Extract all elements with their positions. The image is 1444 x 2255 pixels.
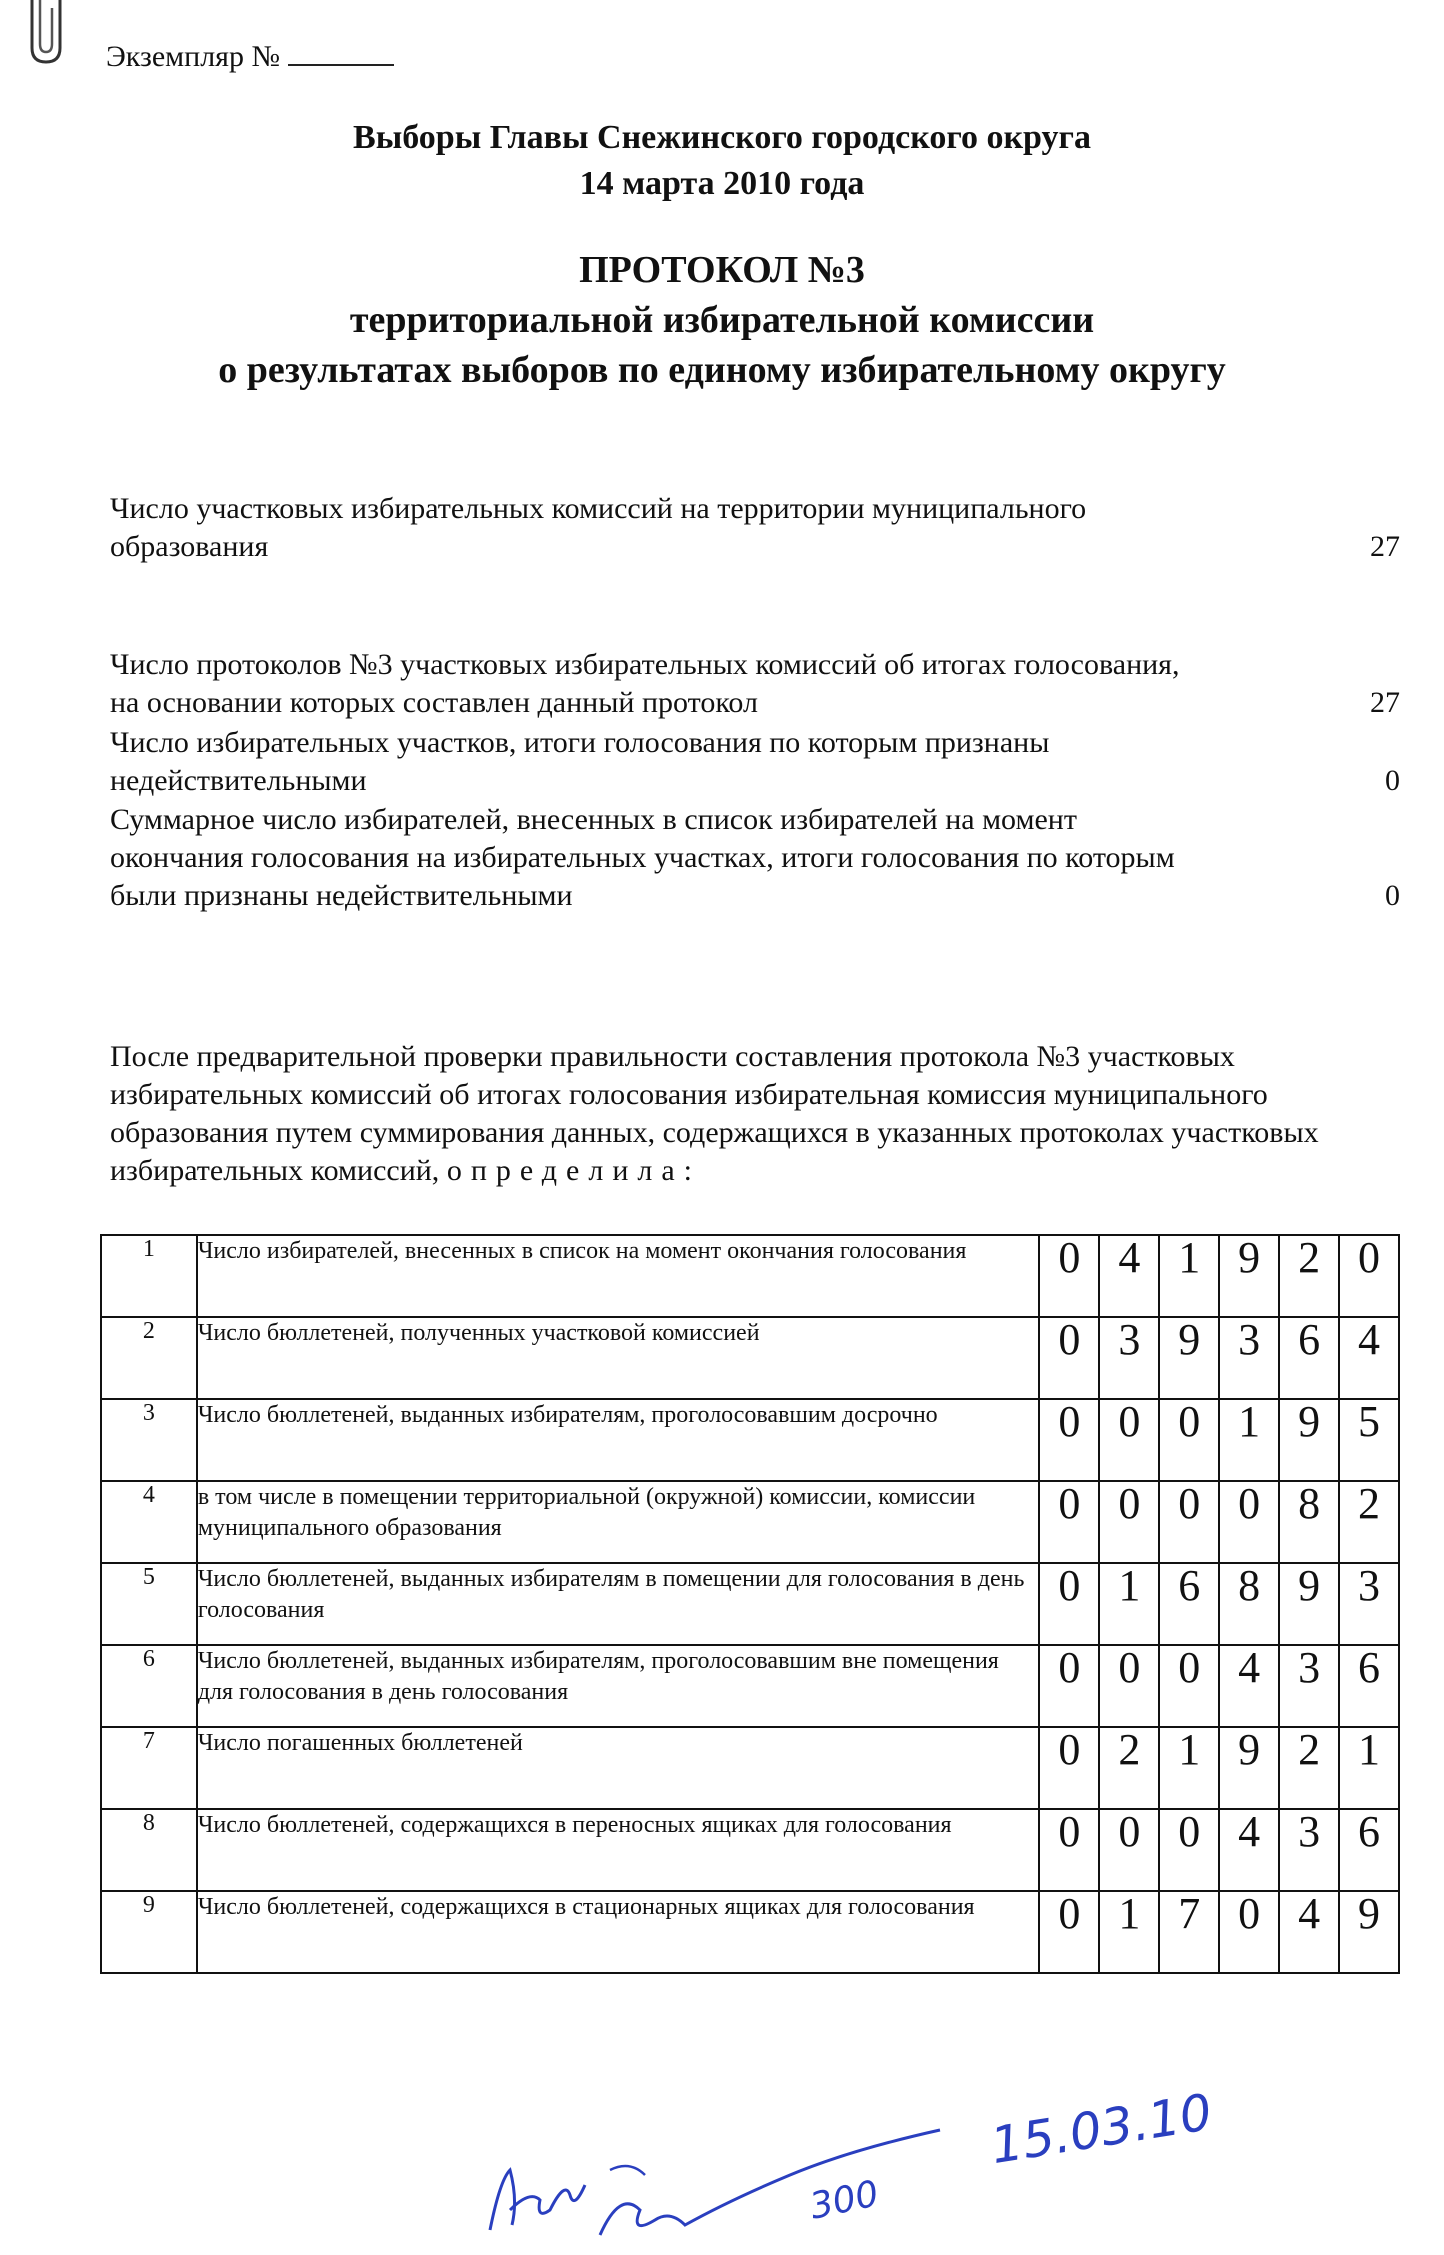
stat-text: окончания голосования на избирательных участках, итоги голосования по которым bbox=[110, 841, 1175, 874]
table-row bbox=[101, 1563, 1399, 1645]
row-digit: 1 bbox=[1099, 1563, 1159, 1645]
row-digit: 1 bbox=[1159, 1235, 1219, 1317]
row-digit: 9 bbox=[1219, 1727, 1279, 1809]
stat-text: на основании которых составлен данный протокол bbox=[110, 686, 758, 719]
row-number: 2 bbox=[101, 1317, 197, 1399]
row-digit: 0 bbox=[1099, 1399, 1159, 1481]
row-digit: 2 bbox=[1279, 1727, 1339, 1809]
table-row bbox=[101, 1481, 1399, 1563]
row-digit: 6 bbox=[1279, 1317, 1339, 1399]
row-digit: 9 bbox=[1159, 1317, 1219, 1399]
stat-text: Суммарное число избирателей, внесенных в список избирателей на момент bbox=[110, 803, 1077, 836]
row-label: Число бюллетеней, полученных участковой комиссией bbox=[197, 1317, 1040, 1399]
protocol-title: ПРОТОКОЛ №3 bbox=[579, 249, 865, 291]
row-digit: 0 bbox=[1099, 1645, 1159, 1727]
stat-commissions bbox=[110, 490, 1400, 566]
signature-scribble-icon bbox=[470, 2060, 970, 2250]
row-digit: 0 bbox=[1039, 1317, 1099, 1399]
row-digit: 1 bbox=[1219, 1399, 1279, 1481]
results-table bbox=[100, 1234, 1400, 1974]
row-digit: 0 bbox=[1039, 1809, 1099, 1891]
row-digit: 3 bbox=[1099, 1317, 1159, 1399]
table-row bbox=[101, 1809, 1399, 1891]
row-digit: 3 bbox=[1279, 1645, 1339, 1727]
row-digit: 0 bbox=[1039, 1481, 1099, 1563]
row-number: 5 bbox=[101, 1563, 197, 1645]
row-digit: 0 bbox=[1039, 1235, 1099, 1317]
row-label: Число бюллетеней, содержащихся в стационарных ящиках для голосования bbox=[197, 1891, 1040, 1973]
table-row bbox=[101, 1317, 1399, 1399]
row-digit: 0 bbox=[1039, 1645, 1099, 1727]
row-digit: 0 bbox=[1159, 1481, 1219, 1563]
row-digit: 0 bbox=[1219, 1891, 1279, 1973]
stat-invalid-precincts bbox=[110, 724, 1400, 800]
row-label: в том числе в помещении территориальной (окружной) комиссии, комиссии муниципального образования bbox=[197, 1481, 1040, 1563]
row-digit: 0 bbox=[1159, 1645, 1219, 1727]
row-digit: 9 bbox=[1279, 1563, 1339, 1645]
table-row bbox=[101, 1399, 1399, 1481]
paperclip-icon bbox=[14, 0, 74, 70]
row-digit: 8 bbox=[1219, 1563, 1279, 1645]
row-digit: 9 bbox=[1279, 1399, 1339, 1481]
row-digit: 4 bbox=[1339, 1317, 1399, 1399]
row-digit: 0 bbox=[1159, 1809, 1219, 1891]
row-digit: 4 bbox=[1279, 1891, 1339, 1973]
row-digit: 1 bbox=[1099, 1891, 1159, 1973]
row-label: Число бюллетеней, содержащихся в переносных ящиках для голосования bbox=[197, 1809, 1040, 1891]
row-digit: 0 bbox=[1099, 1809, 1159, 1891]
row-digit: 7 bbox=[1159, 1891, 1219, 1973]
copy-number bbox=[106, 38, 394, 74]
row-digit: 2 bbox=[1099, 1727, 1159, 1809]
stat-text: Число протоколов №3 участковых избирательных комиссий об итогах голосования, bbox=[110, 648, 1180, 681]
row-number: 4 bbox=[101, 1481, 197, 1563]
row-digit: 0 bbox=[1039, 1727, 1099, 1809]
row-number: 9 bbox=[101, 1891, 197, 1973]
handwritten-code: 300 bbox=[806, 2173, 883, 2228]
row-number: 7 bbox=[101, 1727, 197, 1809]
table-row bbox=[101, 1891, 1399, 1973]
row-digit: 4 bbox=[1219, 1645, 1279, 1727]
table-row bbox=[101, 1645, 1399, 1727]
row-digit: 6 bbox=[1159, 1563, 1219, 1645]
row-label: Число бюллетеней, выданных избирателям, проголосовавшим досрочно bbox=[197, 1399, 1040, 1481]
stat-protocols bbox=[110, 646, 1400, 722]
protocol-subtitle-2: о результатах выборов по единому избирательному округу bbox=[218, 349, 1226, 391]
row-digit: 0 bbox=[1219, 1481, 1279, 1563]
row-digit: 3 bbox=[1219, 1317, 1279, 1399]
row-digit: 2 bbox=[1339, 1481, 1399, 1563]
handwritten-date: 15.03.10 bbox=[986, 2082, 1216, 2176]
intro-decision: определила: bbox=[446, 1154, 702, 1187]
stat-text: были признаны недействительными bbox=[110, 879, 573, 912]
intro-text: После предварительной проверки правильности составления протокола №3 участковых избирательных комиссий об итогах голосования избирательная комиссия муниципального образования путем суммирования данных, содержащихся в указанных протоколах участковых избирательных комиссий, bbox=[110, 1040, 1319, 1187]
election-date: 14 марта 2010 года bbox=[579, 165, 865, 202]
row-number: 3 bbox=[101, 1399, 197, 1481]
row-digit: 0 bbox=[1039, 1399, 1099, 1481]
intro-paragraph bbox=[110, 1038, 1410, 1190]
stat-value: 0 bbox=[1385, 764, 1400, 797]
row-digit: 8 bbox=[1279, 1481, 1339, 1563]
table-row bbox=[101, 1235, 1399, 1317]
row-digit: 6 bbox=[1339, 1809, 1399, 1891]
row-digit: 6 bbox=[1339, 1645, 1399, 1727]
stat-text: Число избирательных участков, итоги голосования по которым признаны bbox=[110, 726, 1050, 759]
row-digit: 4 bbox=[1099, 1235, 1159, 1317]
row-digit: 0 bbox=[1159, 1399, 1219, 1481]
row-digit: 1 bbox=[1159, 1727, 1219, 1809]
row-number: 1 bbox=[101, 1235, 197, 1317]
protocol-header bbox=[0, 245, 1444, 395]
row-digit: 4 bbox=[1219, 1809, 1279, 1891]
stat-text: недействительными bbox=[110, 764, 367, 797]
row-digit: 9 bbox=[1339, 1891, 1399, 1973]
row-digit: 9 bbox=[1219, 1235, 1279, 1317]
stat-invalid-voters bbox=[110, 801, 1400, 915]
election-header bbox=[0, 115, 1444, 207]
row-digit: 3 bbox=[1279, 1809, 1339, 1891]
row-label: Число погашенных бюллетеней bbox=[197, 1727, 1040, 1809]
row-digit: 0 bbox=[1039, 1891, 1099, 1973]
row-digit: 0 bbox=[1339, 1235, 1399, 1317]
row-label: Число бюллетеней, выданных избирателям в помещении для голосования в день голосования bbox=[197, 1563, 1040, 1645]
stat-value: 27 bbox=[1370, 530, 1400, 563]
row-digit: 0 bbox=[1099, 1481, 1159, 1563]
handwritten-signature bbox=[470, 2060, 1270, 2250]
table-row bbox=[101, 1727, 1399, 1809]
row-label: Число бюллетеней, выданных избирателям, проголосовавшим вне помещения для голосования в день голосования bbox=[197, 1645, 1040, 1727]
results-body bbox=[101, 1235, 1399, 1973]
row-digit: 0 bbox=[1039, 1563, 1099, 1645]
row-number: 6 bbox=[101, 1645, 197, 1727]
stat-text: Число участковых избирательных комиссий на территории муниципального bbox=[110, 492, 1087, 525]
row-number: 8 bbox=[101, 1809, 197, 1891]
election-title: Выборы Главы Снежинского городского округа bbox=[353, 119, 1091, 156]
copy-number-blank bbox=[288, 38, 394, 66]
row-digit: 5 bbox=[1339, 1399, 1399, 1481]
row-label: Число избирателей, внесенных в список на момент окончания голосования bbox=[197, 1235, 1040, 1317]
stat-text: образования bbox=[110, 530, 269, 563]
stat-value: 0 bbox=[1385, 879, 1400, 912]
row-digit: 1 bbox=[1339, 1727, 1399, 1809]
row-digit: 3 bbox=[1339, 1563, 1399, 1645]
row-digit: 2 bbox=[1279, 1235, 1339, 1317]
stat-value: 27 bbox=[1370, 686, 1400, 719]
copy-number-label: Экземпляр № bbox=[106, 40, 281, 73]
protocol-subtitle-1: территориальной избирательной комиссии bbox=[349, 299, 1095, 341]
